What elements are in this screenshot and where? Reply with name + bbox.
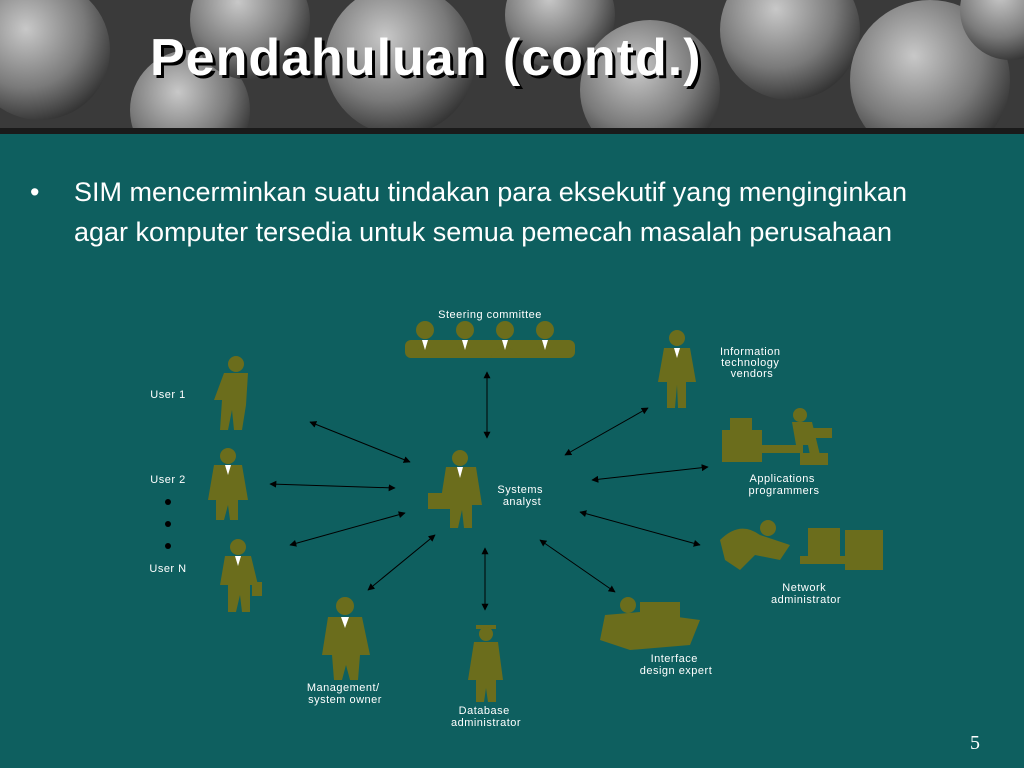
label-it-vendors [720, 346, 784, 380]
label-systems-analyst-line1: Systems [497, 484, 544, 496]
label-user-1: User 1 [150, 389, 186, 401]
steering-committee-icon [405, 321, 575, 358]
systems-analyst-person-icon [428, 450, 482, 528]
page-number: 5 [970, 732, 980, 754]
label-interface-design-expert-line1: Interface [650, 653, 698, 665]
label-it-vendors-line2: technology [721, 357, 780, 369]
label-network-administrator-line2: administrator [770, 594, 842, 606]
label-applications-programmers-line2: programmers [748, 485, 820, 497]
label-it-vendors-line1: Information [719, 346, 781, 358]
management-system-owner-person-icon [322, 597, 370, 680]
bullet-text: SIM mencerminkan suatu tindakan para eksekutif yang menginginkan agar komputer tersedia untuk semua pemecah masalah perusahaan [74, 177, 907, 247]
label-user-n: User N [149, 563, 187, 575]
database-administrator-person-icon [468, 625, 503, 702]
applications-programmers-icon [722, 408, 832, 465]
label-management-system-owner-line2: system owner [308, 694, 382, 706]
label-applications-programmers [749, 473, 820, 497]
label-management-system-owner-line1: Management/ [306, 682, 380, 694]
network-administrator-icon [720, 520, 883, 570]
label-database-administrator-line2: administrator [450, 717, 522, 729]
label-database-administrator [451, 705, 521, 729]
user-2-person-icon [208, 448, 248, 520]
label-it-vendors-line3: vendors [730, 368, 774, 380]
label-interface-design-expert-line2: design expert [639, 665, 713, 677]
label-network-administrator-line1: Network [782, 582, 827, 594]
label-user-2: User 2 [150, 474, 186, 486]
label-applications-programmers-line1: Applications [749, 473, 815, 485]
interface-design-expert-icon [600, 597, 700, 650]
more-users-dots-icon [165, 499, 171, 549]
label-network-administrator [771, 582, 841, 606]
label-steering-committee: Steering committee [438, 309, 542, 321]
label-systems-analyst-line2: analyst [502, 496, 542, 508]
connector-arrows [270, 372, 708, 610]
label-management-system-owner [307, 682, 383, 706]
label-interface-design-expert [640, 653, 713, 677]
user-1-person-icon [214, 356, 248, 430]
bullet-marker: • [30, 177, 40, 207]
user-n-person-icon [220, 539, 262, 612]
label-database-administrator-line1: Database [458, 705, 510, 717]
label-systems-analyst [497, 484, 546, 508]
it-vendor-person-icon [658, 330, 696, 408]
slide-title: Pendahuluan (contd.) [150, 29, 702, 87]
